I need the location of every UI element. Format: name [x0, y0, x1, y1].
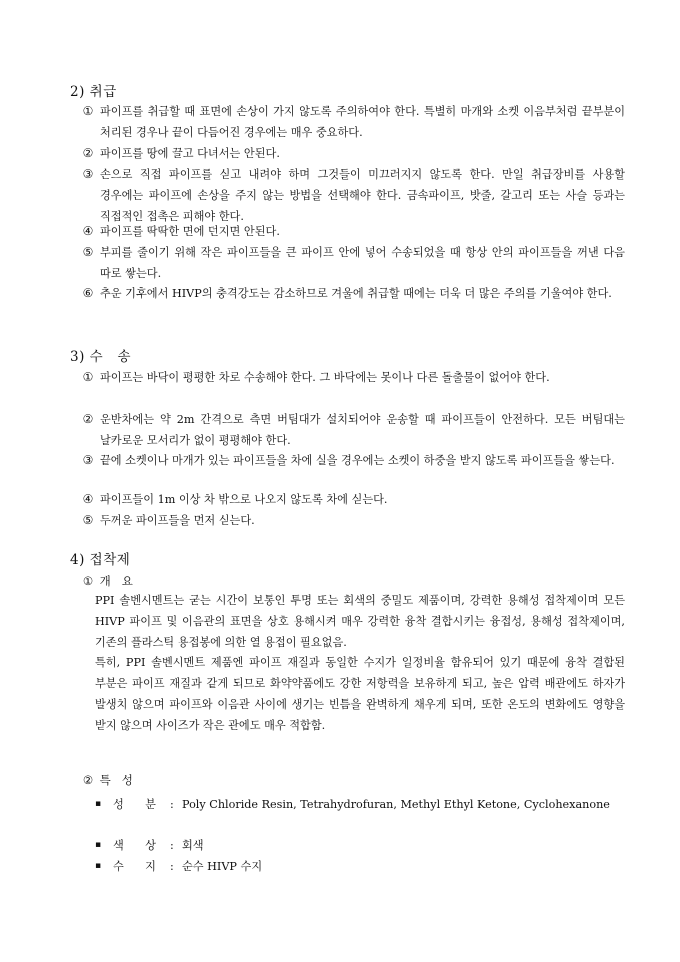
- item-text: 부피를 줄이기 위해 작은 파이프들을 큰 파이프 안에 넣어 수송되었을 때 항상 안의 파이프들을 꺼낸 다음 따로 쌓는다.: [100, 246, 625, 280]
- spec-row-color: [95, 835, 625, 856]
- list-item: [80, 221, 625, 242]
- list-item: [80, 450, 625, 471]
- item-number: ⑥: [82, 286, 94, 300]
- item-number: ②: [82, 412, 94, 426]
- subsection-label: 개 요: [99, 574, 133, 588]
- item-number: ①: [82, 370, 94, 384]
- list-item: [80, 510, 625, 531]
- spec-label: 수 지: [113, 860, 156, 873]
- item-text: 손으로 직접 파이프를 싣고 내려야 하며 그것들이 미끄러지지 않도록 한다. 만일 취급장비를 사용할 경우에는 파이프에 손상을 주지 않는 방법을 선택해야 한다. 금속파이프, 밧줄, 갈고리 또는 사슬 등과는 직접적인 접촉은 피해야 한다.: [100, 168, 625, 223]
- list-item: [80, 101, 625, 143]
- spec-row-composition: [95, 794, 625, 815]
- item-text: 운반차에는 약 2m 간격으로 측면 버팀대가 설치되어야 운송할 때 파이프들이 안전하다. 모든 버팀대는 날카로운 모서리가 없이 평평해야 한다.: [100, 413, 625, 447]
- item-number: ④: [82, 492, 94, 506]
- item-number: ⑤: [82, 513, 94, 527]
- list-item: [80, 283, 625, 304]
- bullet-icon: ▪: [95, 799, 102, 809]
- item-text: 두꺼운 파이프들을 먼저 싣는다.: [100, 514, 255, 527]
- item-number: ⑤: [82, 245, 94, 259]
- spec-colon: :: [170, 860, 174, 873]
- item-number: ④: [82, 224, 94, 238]
- spec-row-resin: [95, 856, 625, 877]
- list-item: [80, 409, 625, 451]
- item-number: ③: [82, 453, 94, 467]
- overview-paragraph: 특히, PPI 솔벤시멘트 제품엔 파이프 재질과 동일한 수지가 일정비율 함유되어 있기 때문에 융착 결합된 부분은 파이프 재질과 같게 되므로 화약약품에도 강한 저항력을 보유하게 되고, 높은 압력 배관에도 하자가 발생치 않으며 파이프와 이음관 사이에 생기는 빈틈을 완벽하게 채우게 되며, 또한 온도의 변화에도 영향을 받지 않으며 사이즈가 작은 관에도 매우 적합함.: [95, 656, 625, 732]
- overview-paragraph: PPI 솔벤시멘트는 굳는 시간이 보통인 투명 또는 회색의 중밀도 제품이며, 강력한 용해성 접착제이며 모든 HIVP 파이프 및 이음관의 표면을 상호 용해시켜 매우 강력한 융착 결합시키는 융접성, 용해성 접착제이며, 기존의 플라스틱 용접봉에 의한 열 용접이 필요없음.: [95, 594, 625, 649]
- item-text: 끝에 소켓이나 마개가 있는 파이프들을 차에 실을 경우에는 소켓이 하중을 받지 않도록 파이프들을 쌓는다.: [100, 454, 615, 467]
- item-number: ②: [82, 146, 94, 160]
- list-item: [80, 242, 625, 284]
- item-text: 파이프를 땅에 끌고 다녀서는 안된다.: [100, 147, 280, 160]
- list-item: [80, 489, 625, 510]
- item-number: ②: [82, 773, 94, 787]
- item-text: 추운 기후에서 HIVP의 충격강도는 감소하므로 겨울에 취급할 때에는 더욱 더 많은 주의를 기울여야 한다.: [100, 287, 612, 300]
- item-text: 파이프를 딱딱한 면에 던지면 안된다.: [100, 225, 280, 238]
- spec-label: 성 분: [113, 798, 156, 811]
- spec-value: 순수 HIVP 수지: [182, 860, 263, 873]
- spec-label: 색 상: [113, 839, 156, 852]
- spec-value: Poly Chloride Resin, Tetrahydrofuran, Methyl Ethyl Ketone, Cyclohexanone: [182, 798, 610, 811]
- item-number: ①: [82, 104, 94, 118]
- item-number: ①: [82, 574, 94, 588]
- list-item: [80, 367, 625, 388]
- bullet-icon: ▪: [95, 840, 102, 850]
- bullet-icon: ▪: [95, 861, 102, 871]
- list-item: [80, 164, 625, 227]
- item-text: 파이프는 바닥이 평평한 차로 수송해야 한다. 그 바닥에는 못이나 다른 돌출물이 없어야 한다.: [100, 371, 550, 384]
- section-title-handling: 2) 취급: [70, 84, 117, 100]
- list-item: [80, 143, 625, 164]
- spec-value: 회색: [182, 839, 204, 852]
- subsection-title-properties: [80, 772, 133, 788]
- subsection-label: 특 성: [99, 773, 133, 787]
- spec-colon: :: [170, 798, 174, 811]
- spec-colon: :: [170, 839, 174, 852]
- item-text: 파이프들이 1m 이상 차 밖으로 나오지 않도록 차에 싣는다.: [100, 493, 388, 506]
- item-text: 파이프를 취급할 때 표면에 손상이 가지 않도록 주의하여야 한다. 특별히 마개와 소켓 이음부처럼 끝부분이 처리된 경우나 끝이 다듬어진 경우에는 매우 중요하다.: [100, 105, 625, 139]
- section-title-adhesive: 4) 접착제: [70, 552, 131, 568]
- section-title-transport: 3) 수 송: [70, 349, 132, 365]
- item-number: ③: [82, 167, 94, 181]
- subsection-title-overview: [80, 573, 133, 589]
